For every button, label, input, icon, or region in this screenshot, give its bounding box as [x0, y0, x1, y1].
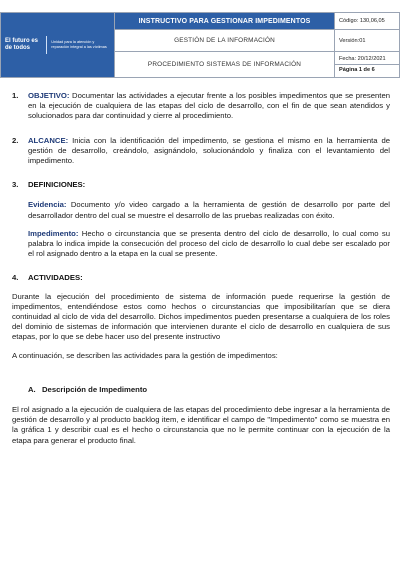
- evidence-label: Evidencia:: [28, 200, 67, 210]
- date-page-cell: [335, 52, 400, 78]
- document-title: INSTRUCTIVO PARA GESTIONAR IMPEDIMENTOS: [115, 13, 335, 30]
- process-name: GESTIÓN DE LA INFORMACIÓN: [115, 30, 335, 52]
- activities-intro: A continuación, se describen las actividades para la gestión de impedimentos:: [12, 350, 278, 360]
- document-code: Código: 130,06,05: [335, 13, 400, 30]
- impediment-text: Hecho o circunstancia que se presenta dentro del ciclo de desarrollo, lo cual como su palabra lo indica impide la consecución del proceso del ciclo de desarrollo lo cual debe ser escalado por el rol asignado dentro a la etapa en la cual se presente.: [28, 228, 390, 259]
- definitions-heading: DEFINICIONES:: [28, 180, 86, 190]
- objective-text: Documentar las actividades a ejecutar frente a los posibles impedimentos que se presenten en la ejecución de cualquiera de las etapas del ciclo de desarrollo, con el fin de que sean atendidos y solucionados para dar continuidad y cierre al procedimiento.: [28, 91, 390, 121]
- impediment-label: Impedimento:: [28, 228, 79, 238]
- section-number: 4.: [12, 273, 19, 283]
- scope-text: Inicia con la identificación del impedimento, se gestiona el mismo en la herramienta de gestión de desarrollo, creándolo, asignándolo, solucionándolo y finaliza con el levantamiento del impedimento.: [28, 135, 390, 166]
- institution-logo: [1, 13, 115, 78]
- subsection-a-heading: [28, 385, 390, 395]
- subsection-a-text: El rol asignado a la ejecución de cualquiera de las etapas del procedimiento debe ingresar a la herramienta de gestión de desarrollo y al producto backlog item, e identificar el campo de "Impedimento" como se muestra en la gráfica 1 y describir cual es el hecho o circunstancia que no le permite continuar con la ejecución de la etapa para generar el producto final.: [12, 405, 390, 445]
- logo-sub-text: Unidad para la atención y reparación integral a las víctimas: [51, 40, 107, 49]
- document-header: [0, 12, 400, 78]
- definition-evidence: [28, 200, 390, 220]
- section-number: 3.: [12, 180, 19, 190]
- section-activities: [12, 273, 390, 283]
- logo-divider: [46, 36, 47, 54]
- section-scope: [12, 136, 390, 167]
- scope-label: ALCANCE:: [28, 135, 69, 145]
- document-version: Versión:01: [335, 30, 400, 52]
- section-definitions: [12, 180, 390, 190]
- logo-main-text: El futuro es de todos: [5, 38, 39, 51]
- definition-impediment: [28, 229, 390, 260]
- section-number: 1.: [12, 91, 19, 100]
- page-number: Página 1 de 6: [339, 67, 375, 73]
- procedure-name: PROCEDIMIENTO SISTEMAS DE INFORMACIÓN: [115, 52, 335, 78]
- subsection-letter: A.: [28, 384, 36, 394]
- activities-paragraph: Durante la ejecución del procedimiento de sistema de información puede requerirse la gestión de impedimentos, entendiéndose estos como hechos o circunstancias que imposibilitarían que se diera continuidad al ciclo de vida del desarrollo. Dichos impedimentos pueden presentarse a cualquiera de los roles del dominio de sistemas de información que intervienen durante el ciclo de desarrollo en cualquiera de sus etapas, por lo que se debe hacer uso del presente instructivo: [12, 291, 390, 342]
- section-objective: [12, 91, 390, 122]
- document-date: Fecha: 20/12/2021: [335, 54, 399, 65]
- document-body: [12, 85, 390, 446]
- objective-label: OBJETIVO:: [28, 91, 70, 100]
- activities-heading: ACTIVIDADES:: [28, 273, 83, 283]
- evidence-text: Documento y/o video cargado a la herramienta de gestión de desarrollo por parte del desarrollador dentro del cual se muestre el desarrollo de las pruebas realizadas con éxito.: [28, 200, 390, 220]
- subsection-title: Descripción de Impedimento: [42, 384, 148, 394]
- section-number: 2.: [12, 135, 19, 145]
